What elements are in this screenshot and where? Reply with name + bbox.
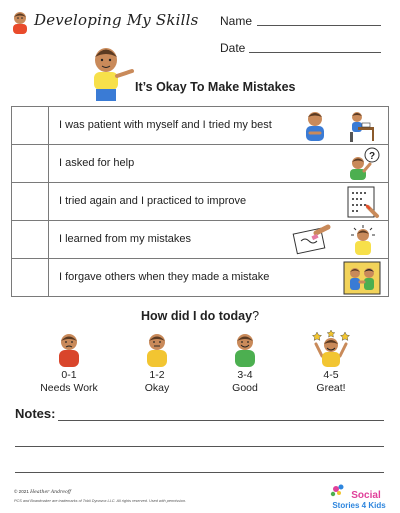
- rating-option-great[interactable]: [296, 330, 366, 394]
- checklist-row: [12, 145, 388, 183]
- check-box[interactable]: [12, 259, 49, 297]
- rating-title-question-mark: ?: [252, 309, 260, 323]
- notes-line[interactable]: [15, 472, 384, 473]
- rating-title-text: How did I do today: [140, 309, 253, 323]
- rating-label: Good: [232, 382, 258, 394]
- checklist-text: I forgave others when they made a mistake: [59, 271, 270, 283]
- rating-option-okay[interactable]: [122, 330, 192, 394]
- presenting-boy-icon: [84, 44, 136, 102]
- name-field[interactable]: [257, 25, 381, 26]
- brand-logo: [328, 483, 388, 511]
- rating-title: [0, 309, 400, 323]
- rating-option-good[interactable]: [210, 330, 280, 394]
- copyright-prefix: © 2021: [14, 489, 29, 494]
- notes-line[interactable]: [58, 420, 384, 421]
- brand-line-1: Social: [351, 490, 381, 501]
- check-box[interactable]: [12, 221, 49, 258]
- boy-at-desk-icon: [346, 109, 376, 143]
- checklist-row: [12, 183, 388, 221]
- date-label: Date: [220, 41, 246, 55]
- practice-worksheet-icon: [346, 185, 380, 219]
- check-box[interactable]: [12, 145, 49, 182]
- forgiving-friends-icon: [343, 261, 381, 295]
- rating-label: Great!: [316, 382, 346, 394]
- checklist-text: I was patient with myself and I tried my best: [59, 119, 272, 131]
- check-box[interactable]: [12, 107, 49, 144]
- logo-kid-icon: [9, 10, 31, 34]
- patient-boy-icon: [300, 109, 330, 143]
- rating-range: 3-4: [237, 369, 253, 381]
- idea-kid-icon: [346, 223, 380, 257]
- neutral-kid-icon: [137, 330, 177, 368]
- smiling-kid-icon: [225, 330, 265, 368]
- checklist-text: I asked for help: [59, 157, 135, 169]
- brand-line-2: Stories 4 Kids: [332, 501, 386, 510]
- checklist-text: I learned from my mistakes: [59, 233, 192, 245]
- rating-range: 0-1: [61, 369, 77, 381]
- copyright: [14, 489, 71, 495]
- rating-label: Needs Work: [40, 382, 98, 394]
- asking-question-icon: [346, 147, 380, 181]
- notes-line[interactable]: [15, 446, 384, 447]
- author-name: Heather Andreoff: [30, 490, 71, 495]
- rating-option-needs-work[interactable]: [34, 330, 104, 394]
- celebrating-kid-stars-icon: [311, 330, 351, 368]
- rating-label: Okay: [144, 382, 170, 394]
- rating-range: 4-5: [323, 369, 339, 381]
- date-field[interactable]: [249, 52, 381, 53]
- name-label: Name: [220, 14, 253, 28]
- erasing-mistake-icon: [292, 223, 332, 257]
- svg-text:?: ?: [368, 151, 376, 162]
- checklist-row: [12, 259, 388, 297]
- check-box[interactable]: [12, 183, 49, 220]
- page-title: Developing My Skills: [34, 11, 199, 29]
- frowning-kid-icon: [49, 330, 89, 368]
- checklist-row: [12, 107, 388, 145]
- checklist-table: [11, 106, 389, 297]
- checklist-text: I tried again and I practiced to improve: [59, 195, 247, 207]
- disclaimer: PCS and Boardmaker are trademarks of Tobii Dynavox LLC. All rights reserved. Used with permission.: [14, 499, 187, 503]
- checklist-row: [12, 221, 388, 259]
- notes-label: Notes:: [15, 406, 56, 421]
- subtitle: It’s Okay To Make Mistakes: [135, 80, 296, 94]
- rating-range: 1-2: [149, 369, 165, 381]
